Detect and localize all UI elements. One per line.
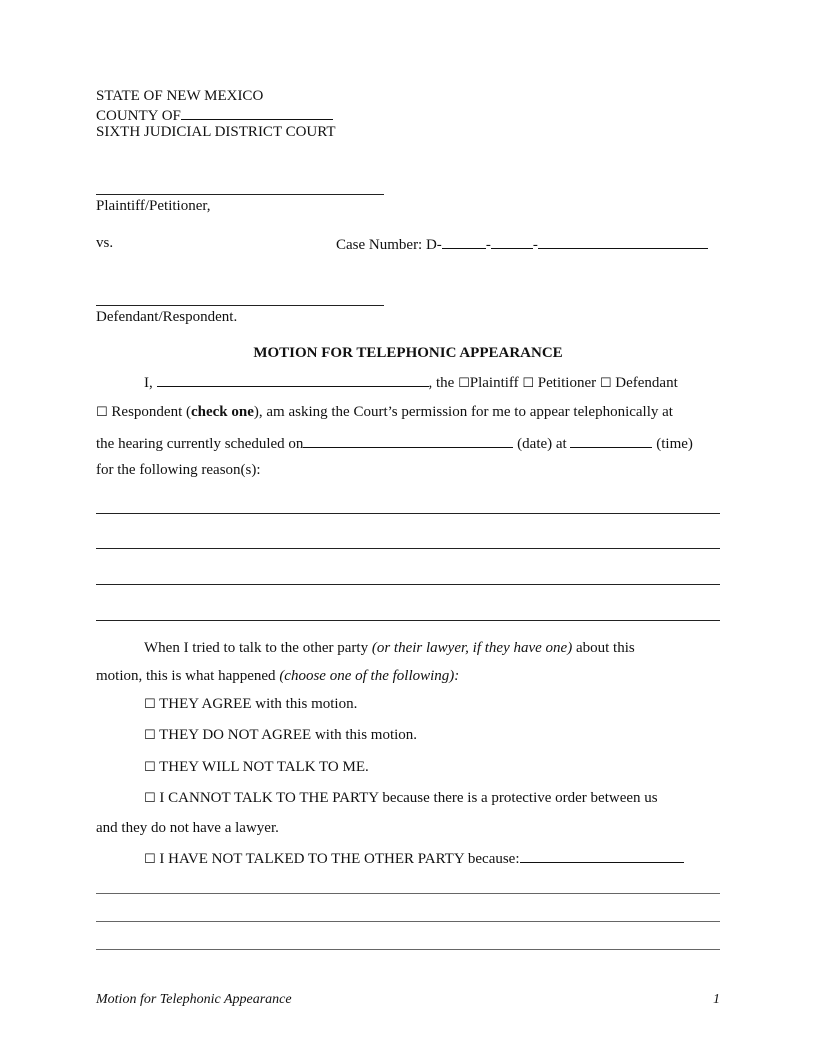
respondent-option-label: Respondent ( <box>111 404 191 420</box>
respondent-checkbox-icon[interactable]: ☐ <box>96 405 108 420</box>
defendant-option-label: Defendant <box>615 375 678 391</box>
i-label: I, <box>144 375 153 391</box>
cannot-talk-label: I CANNOT TALK TO THE PARTY because there is a protective order between us <box>159 790 658 806</box>
reason-line-4[interactable] <box>96 620 720 621</box>
choose-one-note: (choose one of the following): <box>279 668 460 684</box>
permission-text: ), am asking the Court’s permission for me to appear telephonically at <box>253 404 673 420</box>
motion-line-3 <box>96 433 693 453</box>
petitioner-option-label: Petitioner <box>537 375 597 391</box>
not-talked-checkbox-icon[interactable]: ☐ <box>144 852 156 867</box>
not-talked-line-2[interactable] <box>96 921 720 922</box>
the-label: , the <box>428 375 455 391</box>
other-party-line-2 <box>96 667 459 685</box>
court-heading: SIXTH JUDICIAL DISTRICT COURT <box>96 124 336 140</box>
party-name-field[interactable] <box>157 372 429 387</box>
reason-line-1[interactable] <box>96 513 720 514</box>
case-number-line <box>336 234 708 254</box>
reason-line-2[interactable] <box>96 548 720 549</box>
reasons-label: for the following reason(s): <box>96 462 261 478</box>
defendant-name-field[interactable] <box>96 305 384 306</box>
not-talked-label: I HAVE NOT TALKED TO THE OTHER PARTY because: <box>159 851 520 867</box>
not-agree-checkbox-icon[interactable]: ☐ <box>144 728 156 743</box>
not-agree-label: THEY DO NOT AGREE with this motion. <box>159 727 418 743</box>
option-cannot-talk <box>144 789 658 808</box>
vs-label: vs. <box>96 235 114 251</box>
defendant-checkbox-icon[interactable]: ☐ <box>599 376 612 391</box>
other-party-line-1 <box>144 639 635 657</box>
footer-title: Motion for Telephonic Appearance <box>96 992 292 1007</box>
option-no-talk <box>144 758 369 777</box>
agree-checkbox-icon[interactable]: ☐ <box>144 697 156 712</box>
page-number: 1 <box>713 992 720 1007</box>
motion-line-1 <box>144 372 678 393</box>
hearing-date-field[interactable] <box>303 433 513 448</box>
plaintiff-checkbox-icon[interactable]: ☐ <box>458 376 470 391</box>
hearing-time-field[interactable] <box>570 433 652 448</box>
hearing-label: the hearing currently scheduled on <box>96 436 304 452</box>
no-talk-checkbox-icon[interactable]: ☐ <box>144 760 156 775</box>
county-line <box>96 105 333 125</box>
case-number-field-3[interactable] <box>538 234 708 249</box>
plaintiff-name-field[interactable] <box>96 194 384 195</box>
option-agree <box>144 695 357 714</box>
other-party-text-a: When I tried to talk to the other party <box>144 640 369 656</box>
case-number-dash-2: - <box>532 237 538 253</box>
case-number-field-2[interactable] <box>491 234 533 249</box>
motion-title: MOTION FOR TELEPHONIC APPEARANCE <box>253 345 563 361</box>
motion-happened-text: motion, this is what happened <box>96 668 276 684</box>
agree-label: THEY AGREE with this motion. <box>159 696 358 712</box>
other-party-text-b: about this <box>575 640 635 656</box>
not-talked-line-1[interactable] <box>96 893 720 894</box>
not-talked-line-3[interactable] <box>96 949 720 950</box>
defendant-label: Defendant/Respondent. <box>96 309 238 325</box>
no-talk-label: THEY WILL NOT TALK TO ME. <box>159 759 369 775</box>
case-number-label: Case Number: D- <box>336 237 442 253</box>
state-heading: STATE OF NEW MEXICO <box>96 88 264 104</box>
motion-line-2 <box>96 403 673 422</box>
option-not-agree <box>144 726 417 745</box>
plaintiff-option-label: Plaintiff <box>469 375 519 391</box>
date-label: (date) at <box>517 436 567 452</box>
option-not-talked <box>144 848 684 869</box>
cannot-talk-checkbox-icon[interactable]: ☐ <box>144 791 156 806</box>
petitioner-checkbox-icon[interactable]: ☐ <box>522 376 535 391</box>
check-one-label: check one <box>190 404 254 420</box>
plaintiff-label: Plaintiff/Petitioner, <box>96 198 211 214</box>
other-party-lawyer-note: (or their lawyer, if they have one) <box>371 640 573 656</box>
case-number-field-1[interactable] <box>442 234 486 249</box>
reason-line-3[interactable] <box>96 584 720 585</box>
case-number-dash-1: - <box>485 237 491 253</box>
not-talked-reason-field[interactable] <box>520 848 684 863</box>
county-label: COUNTY OF <box>96 108 181 124</box>
county-field[interactable] <box>181 105 333 120</box>
cannot-talk-continued: and they do not have a lawyer. <box>96 820 279 836</box>
time-label: (time) <box>656 436 693 452</box>
